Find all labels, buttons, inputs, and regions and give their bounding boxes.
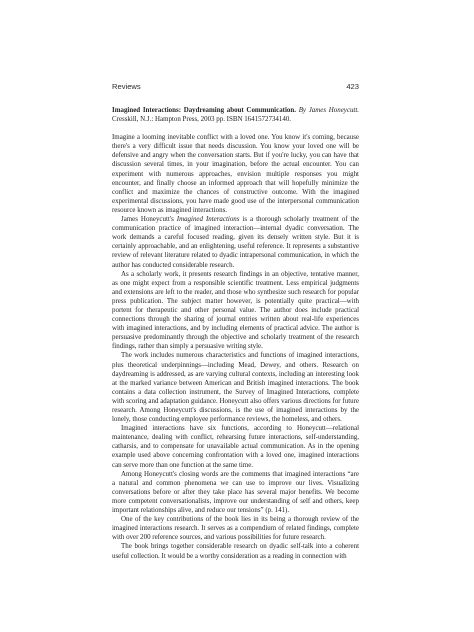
- paragraph-scholarly: As a scholarly work, it presents research findings in an objective, tentative manner, as one might expect from a responsible scientific treatment. Less empirical judgments and extensions are left to the reader, and those who synthesize such research for popular press publication. The subject matter however, is potentially quite practical—with portent for therapeutic and other personal value. The author does include practical connections through the sharing of journal entries written about real-life experiences with imagined interactions, and by including elements of practical advice. The author is persuasive predominantly through the objective and scholarly treatment of the research findings, rather than simply a persuasive writing style.: [112, 269, 359, 351]
- paragraph-closing-quote: Among Honeycutt's closing words are the comments that imagined interactions “are a natural and common phenomena we can use to improve our lives. Visualizing conversations before or after they take place has several major benefits. We become more competent conversationalists, improve our understanding of self and others, keep important relationships alive, and reduce our tensions” (p. 141).: [112, 469, 359, 515]
- paragraph-overview-start: James Honeycutt's: [121, 215, 177, 224]
- paragraph-overview-rest: is a thorough scholarly treatment of the communication practice of imagined interaction—internal dyadic conversation. The work demands a careful focused reading, given its densely written style. But it is certainly approachable, and an enlightening, useful reference. It represents a substantive review of relevant literature related to dyadic intrapersonal communication, in which the author has conducted considerable research.: [112, 215, 359, 269]
- page-number: 423: [346, 82, 359, 91]
- paragraph-contributions: One of the key contributions of the book lies in its being a thorough review of the imagined interactions research. It serves as a compendium of related findings, complete with over 200 reference sources, and various possibilities for future research.: [112, 515, 359, 542]
- publication-details: Cresskill, N.J.: Hampton Press, 2003 pp. ISBN 1641572734140.: [112, 115, 292, 124]
- book-citation: [112, 106, 359, 124]
- paragraph-overview-book-title: Imagined Interactions: [176, 215, 240, 224]
- running-head: [112, 82, 359, 96]
- book-author: By James Honeycutt.: [298, 106, 360, 114]
- paragraph-contents: The work includes numerous characteristics and functions of imagined interactions, plus theoretical underpinnings—including Mead, Dewey, and others. Research on daydreaming is addressed, as are varying cultural contexts, including an interesting look at the marked variance between American and British imagined interactions. The book contains a data collection instrument, the Survey of Imagined Interactions, complete with scoring and adaptation guidance. Honeycutt also offers various directions for future research. Among Honeycutt's discussions, is the use of imagined interactions by the lonely, those conducting employee performance reviews, the homeless, and others.: [112, 351, 359, 424]
- paragraph-functions: Imagined interactions have six functions, according to Honeycutt—relational maintenance, dealing with conflict, rehearsing future interactions, self-understanding, catharsis, and to compensate for unavailable actual communication. As in the opening example used above concerning confrontation with a loved one, imagined interactions can serve more than one function at the same time.: [112, 424, 359, 469]
- book-title: Imagined Interactions: Daydreaming about Communication.: [112, 106, 296, 114]
- paragraph-overview: [112, 215, 359, 270]
- paragraph-intro: Imagine a looming inevitable conflict with a loved one. You know it's coming, because there's a very difficult issue that needs discussion. You know your loved one will be defensive and angry when the conversation starts. But if you're lucky, you can have that discussion several times, in your imagination, before the actual encounter. You can experiment with numerous approaches, envision multiple responses you might encounter, and finally choose an informed approach that will hopefully minimize the conflict and maximize the chances of constructive outcome. With the imagined experimental discussions, you have made good use of the interpersonal communication resource known as imagined interactions.: [112, 133, 359, 214]
- paragraph-conclusion: The book brings together considerable research on dyadic self-talk into a coherent useful collection. It would be a worthy consideration as a reading in connection with: [112, 542, 359, 560]
- section-title: Reviews: [112, 82, 141, 91]
- review-body: [112, 106, 359, 561]
